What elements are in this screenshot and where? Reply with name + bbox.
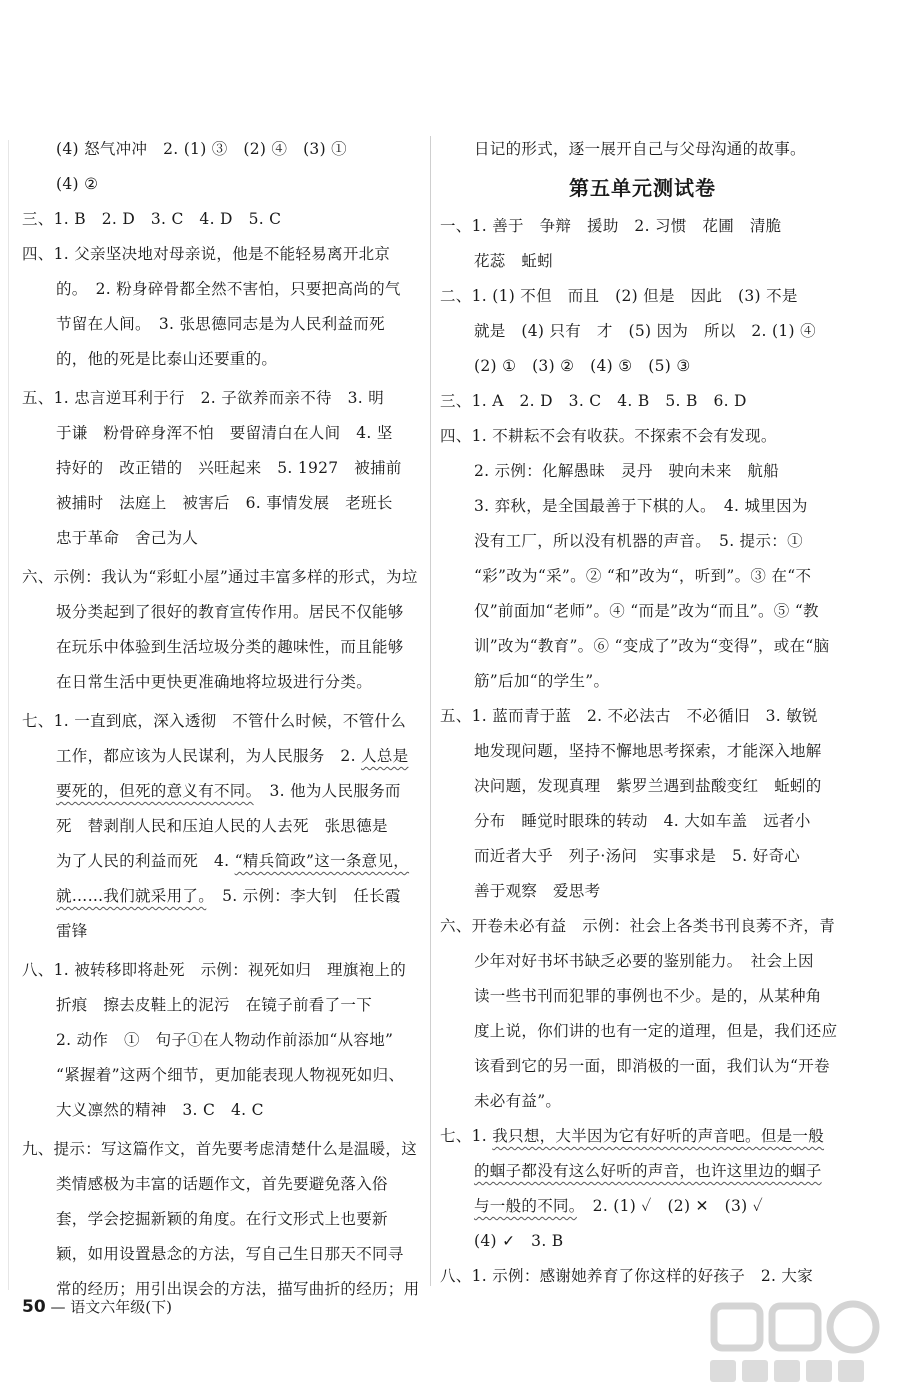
answer-text: 颖，如用设置悬念的方法，写自己生日那天不同寻 [56,1245,404,1263]
text-line [440,349,845,384]
text-line [440,454,845,489]
answer-text: 决问题，发现真理 紫罗兰遇到盐酸变红 蚯蚓的 [474,777,822,795]
underlined-quote: “精兵简政”这一条意见， [234,852,410,870]
answer-text: 为了人民的利益而死 4. [56,852,235,870]
answer-text: “彩”改为“采”。② “和”改为“，听到”。③ 在“不 [474,567,812,585]
text-line [22,630,428,665]
section-five [22,381,428,416]
text-line [440,979,845,1014]
text-line [22,486,428,521]
binding-margin-line [8,140,9,1290]
answer-text: 在玩乐中体验到生活垃圾分类的趣味性，而且能够 [56,638,404,656]
section-five [440,699,845,734]
text-line [440,769,845,804]
answer-text: 雷锋 [56,922,88,940]
text-line [440,629,845,664]
answer-text: 圾分类起到了很好的教育宣传作用。居民不仅能够 [56,603,404,621]
section-seven [440,1119,845,1154]
text-line [440,874,845,909]
answer-text: 四、1. 不耕耘不会有收获。不探索不会有发现。 [440,427,777,445]
answer-text: 度上说，你们讲的也有一定的道理，但是，我们还应 [474,1022,838,1040]
text-line [22,1023,428,1058]
answer-text: 没有工厂，所以没有机器的声音。 5. 提示：① [474,532,803,550]
answer-text: 仅”前面加“老师”。④ “而是”改为“而且”。⑤ “教 [474,602,819,620]
left-column [22,132,428,1307]
section-four [22,237,428,272]
text-line [440,1014,845,1049]
answer-text: 忠于革命 舍己为人 [56,529,199,547]
answer-text: 于谦 粉骨碎身浑不怕 要留清白在人间 4. 坚 [56,424,393,442]
text-line [22,1058,428,1093]
answer-text: “紧握着”这两个细节，更加能表现人物视死如归、 [56,1066,405,1084]
underlined-quote: 与一般的不同。 [474,1197,577,1215]
text-line [22,272,428,307]
text-line [22,132,428,167]
answer-text: 套，学会挖掘新颖的角度。在行文形式上也要新 [56,1210,388,1228]
text-line [22,342,428,377]
text-line [440,524,845,559]
answer-text: 七、1. 一直到底，深入透彻 不管什么时候，不管什么 [22,712,407,730]
section-three [440,384,845,419]
underlined-quote: 要死的，但死的意义有不同。 [56,782,254,800]
text-line [22,844,428,879]
answer-text: 八、1. 示例：感谢她养育了你这样的好孩子 2. 大家 [440,1267,814,1285]
answer-text: 筋”后加“的学生”。 [474,672,610,690]
answer-text: 3. 他为人民服务而 [253,782,401,800]
answer-text: 善于观察 爱思考 [474,882,601,900]
answer-text: 类情感极为丰富的话题作文，首先要避免落入俗 [56,1175,388,1193]
text-line [22,809,428,844]
answer-text: 在日常生活中更快更准确地将垃圾进行分类。 [56,673,373,691]
section-seven [22,704,428,739]
answer-text: 死 替剥削人民和压迫人民的人去死 张思德是 [56,817,388,835]
text-line [440,132,845,167]
answer-text: 地发现问题，坚持不懈地思考探索，才能深入地解 [474,742,822,760]
answer-text: 而近者大乎 列子·汤问 实事求是 5. 好奇心 [474,847,801,865]
text-line [440,314,845,349]
answer-text: 五、1. 忠言逆耳利于行 2. 子欲养而亲不待 3. 明 [22,389,385,407]
answer-text: 就是 (4) 只有 才 (5) 因为 所以 2. (1) ④ [474,322,816,340]
answer-text: 2. (1) ✓ (2) ✕ (3) ✓ [576,1197,764,1215]
answer-text: 三、1. A 2. D 3. C 4. B 5. B 6. D [440,392,747,410]
text-line [22,167,428,202]
section-six [440,909,845,944]
answer-text: 大义凛然的精神 3. C 4. C [56,1101,264,1119]
answer-text: 六、示例：我认为“彩虹小屋”通过丰富多样的形式，为垃 [22,568,418,586]
answer-text: 五、1. 蓝而青于蓝 2. 不必法古 不必循旧 3. 敏锐 [440,707,818,725]
text-line [22,1202,428,1237]
text-line [22,451,428,486]
section-three [22,202,428,237]
right-column [440,132,845,1294]
answer-text: 八、1. 被转移即将赴死 示例：视死如归 理旗袍上的 [22,961,407,979]
answer-text: 分布 睡觉时眼珠的转动 4. 大如车盖 远者小 [474,812,811,830]
answer-text: (4) ✓ 3. B [474,1232,564,1250]
section-nine [22,1132,428,1167]
answer-text: 持好的 改正错的 兴旺起来 5. 1927 被捕前 [56,459,402,477]
footer-dash: — [50,1298,66,1316]
text-line [22,521,428,556]
watermark-logo [700,1296,890,1388]
answer-text: 四、1. 父亲坚决地对母亲说，他是不能轻易离开北京 [22,245,391,263]
answer-text: 七、1. [440,1127,493,1145]
underlined-quote: 我只想，大半因为它有好听的声音吧。但是一般 [492,1127,825,1145]
text-line [440,804,845,839]
answer-text: 训”改为“教育”。⑥ “变成了”改为“变得”，或在“脑 [474,637,830,655]
text-line [440,1084,845,1119]
text-line [22,1237,428,1272]
text-line [22,595,428,630]
answer-text: 2. 动作 ① 句子①在人物动作前添加“从容地” [56,1031,394,1049]
underlined-quote: 的蝈子都没有这么好听的声音，也许这里边的蝈子 [474,1162,822,1180]
answer-text: (2) ① (3) ② (4) ⑤ (5) ③ [474,357,691,375]
text-line [440,1189,845,1224]
text-line [22,307,428,342]
section-one [440,209,845,244]
section-eight [22,953,428,988]
text-line [22,739,428,774]
section-four [440,419,845,454]
text-line [22,1093,428,1128]
column-divider [430,136,431,1286]
answer-text: (4) 怒气冲冲 2. (1) ③ (2) ④ (3) ① [56,140,347,158]
answer-text: 该看到它的另一面，即消极的一面，我们认为“开卷 [474,1057,830,1075]
footer-subject: 语文六年级(下) [70,1298,172,1316]
answer-text: 5. 示例：李大钊 任长霞 [206,887,401,905]
answer-text: 六、开卷未必有益 示例：社会上各类书刊良莠不齐，青 [440,917,836,935]
section-six [22,560,428,595]
answer-text: 被捕时 法庭上 被害后 6. 事情发展 老班长 [56,494,393,512]
text-line [440,1154,845,1189]
text-line [440,244,845,279]
text-line [22,665,428,700]
answer-text: 的。 2. 粉身碎骨都全然不害怕，只要把高尚的气 [56,280,401,298]
answer-text: 未必有益”。 [474,1092,562,1110]
answer-text: 2. 示例：化解愚昧 灵丹 驶向未来 航船 [474,462,780,480]
answer-text: 二、1. (1) 不但 而且 (2) 但是 因此 (3) 不是 [440,287,798,305]
page-footer [22,1294,172,1320]
answer-text: 节留在人间。 3. 张思德同志是为人民利益而死 [56,315,385,333]
answer-text: 常的经历；用引出误会的方法，描写曲折的经历；用 [56,1280,420,1298]
text-line [440,594,845,629]
answer-text: 读一些书刊而犯罪的事例也不少。是的，从某种角 [474,987,822,1005]
underlined-quote: 就……我们就采用了。 [56,887,207,905]
answer-text: 一、1. 善于 争辩 援助 2. 习惯 花圃 清脆 [440,217,782,235]
text-line [440,559,845,594]
answer-text: 九、提示：写这篇作文，首先要考虑清楚什么是温暖，这 [22,1140,418,1158]
text-line [440,734,845,769]
answer-text: 的，他的死是比泰山还要重的。 [56,350,278,368]
text-line [440,1224,845,1259]
text-line [22,988,428,1023]
text-line [22,879,428,914]
text-line [22,1167,428,1202]
text-line [440,839,845,874]
text-line [22,774,428,809]
text-line [440,489,845,524]
answer-text: 工作，都应该为人民谋利，为人民服务 2. [56,747,362,765]
answer-text: (4) ② [56,175,99,193]
text-line [22,416,428,451]
answer-text: 折痕 擦去皮鞋上的泥污 在镜子前看了一下 [56,996,373,1014]
answer-text: 花蕊 蚯蚓 [474,252,554,270]
answer-text: 少年对好书坏书缺乏必要的鉴别能力。 社会上因 [474,952,814,970]
page-number: 50 [22,1297,46,1317]
answer-text: 日记的形式，逐一展开自己与父母沟通的故事。 [474,140,806,158]
section-two [440,279,845,314]
unit-test-heading: 第五单元测试卷 [569,176,716,200]
answer-text: 三、1. B 2. D 3. C 4. D 5. C [22,210,282,228]
section-eight [440,1259,845,1294]
text-line [22,914,428,949]
answer-text: 3. 弈秋，是全国最善于下棋的人。 4. 城里因为 [474,497,808,515]
text-line [440,664,845,699]
text-line [440,944,845,979]
underlined-quote: 人总是 [361,747,409,765]
text-line [440,1049,845,1084]
